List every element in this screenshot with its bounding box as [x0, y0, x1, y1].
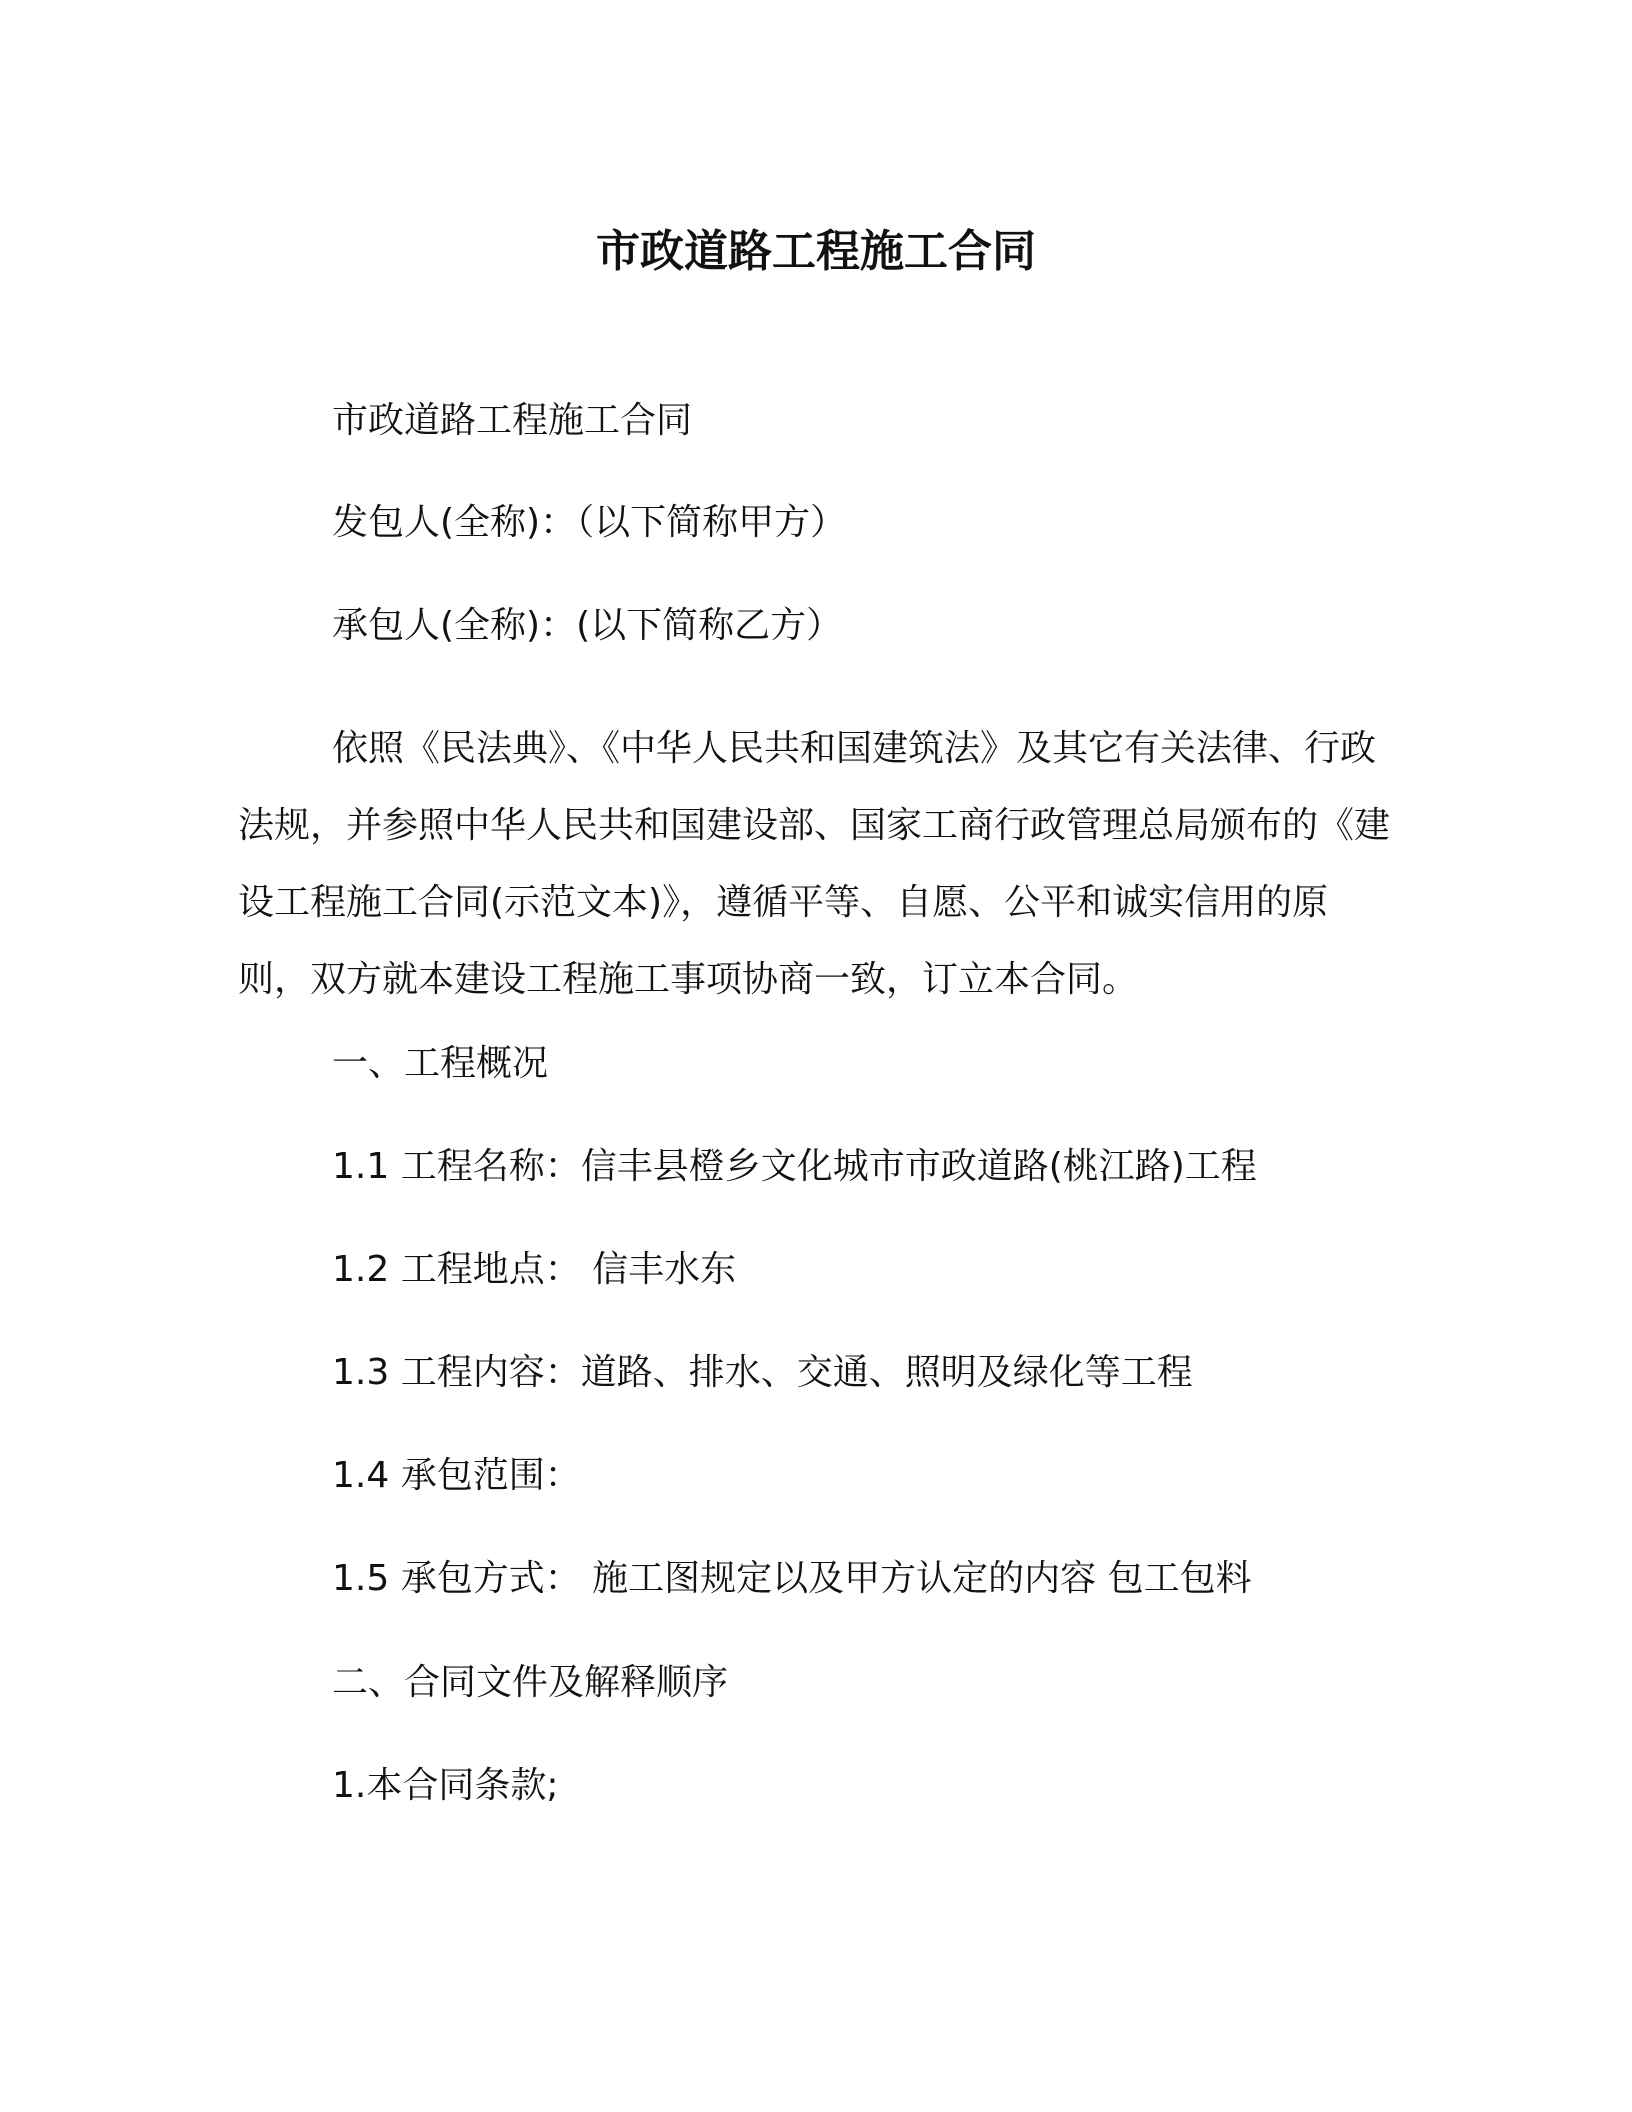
employer-line: 发包人(全称)：（以下简称甲方）	[332, 502, 847, 543]
contractor-line: 承包人(全称)：(以下简称乙方）	[332, 605, 843, 646]
section-2-heading: 二、合同文件及解释顺序	[332, 1662, 729, 1703]
section-1-heading: 一、工程概况	[332, 1043, 549, 1084]
section-1-item: 1.5 承包方式： 施工图规定以及甲方认定的内容 包工包料	[332, 1558, 1252, 1599]
document-title: 市政道路工程施工合同	[596, 226, 1036, 277]
preamble-paragraph: 依照《民法典》、《中华人民共和国建筑法》及其它有关法律、行政法规，并参照中华人民共和国建设部、国家工商行政管理总局颁布的《建设工程施工合同(示范文本)》，遵循平等、自愿、公平和诚实信用的原则，双方就本建设工程施工事项协商一致，订立本合同。	[238, 728, 1391, 1000]
section-2-item: 1.本合同条款;	[332, 1765, 559, 1806]
section-1-item: 1.2 工程地点： 信丰水东	[332, 1249, 737, 1290]
section-1-item: 1.1 工程名称：信丰县橙乡文化城市市政道路(桃江路)工程	[332, 1146, 1257, 1187]
section-1-item: 1.3 工程内容：道路、排水、交通、照明及绿化等工程	[332, 1352, 1193, 1393]
document-subtitle: 市政道路工程施工合同	[332, 400, 693, 441]
section-1-item: 1.4 承包范围：	[332, 1455, 581, 1496]
